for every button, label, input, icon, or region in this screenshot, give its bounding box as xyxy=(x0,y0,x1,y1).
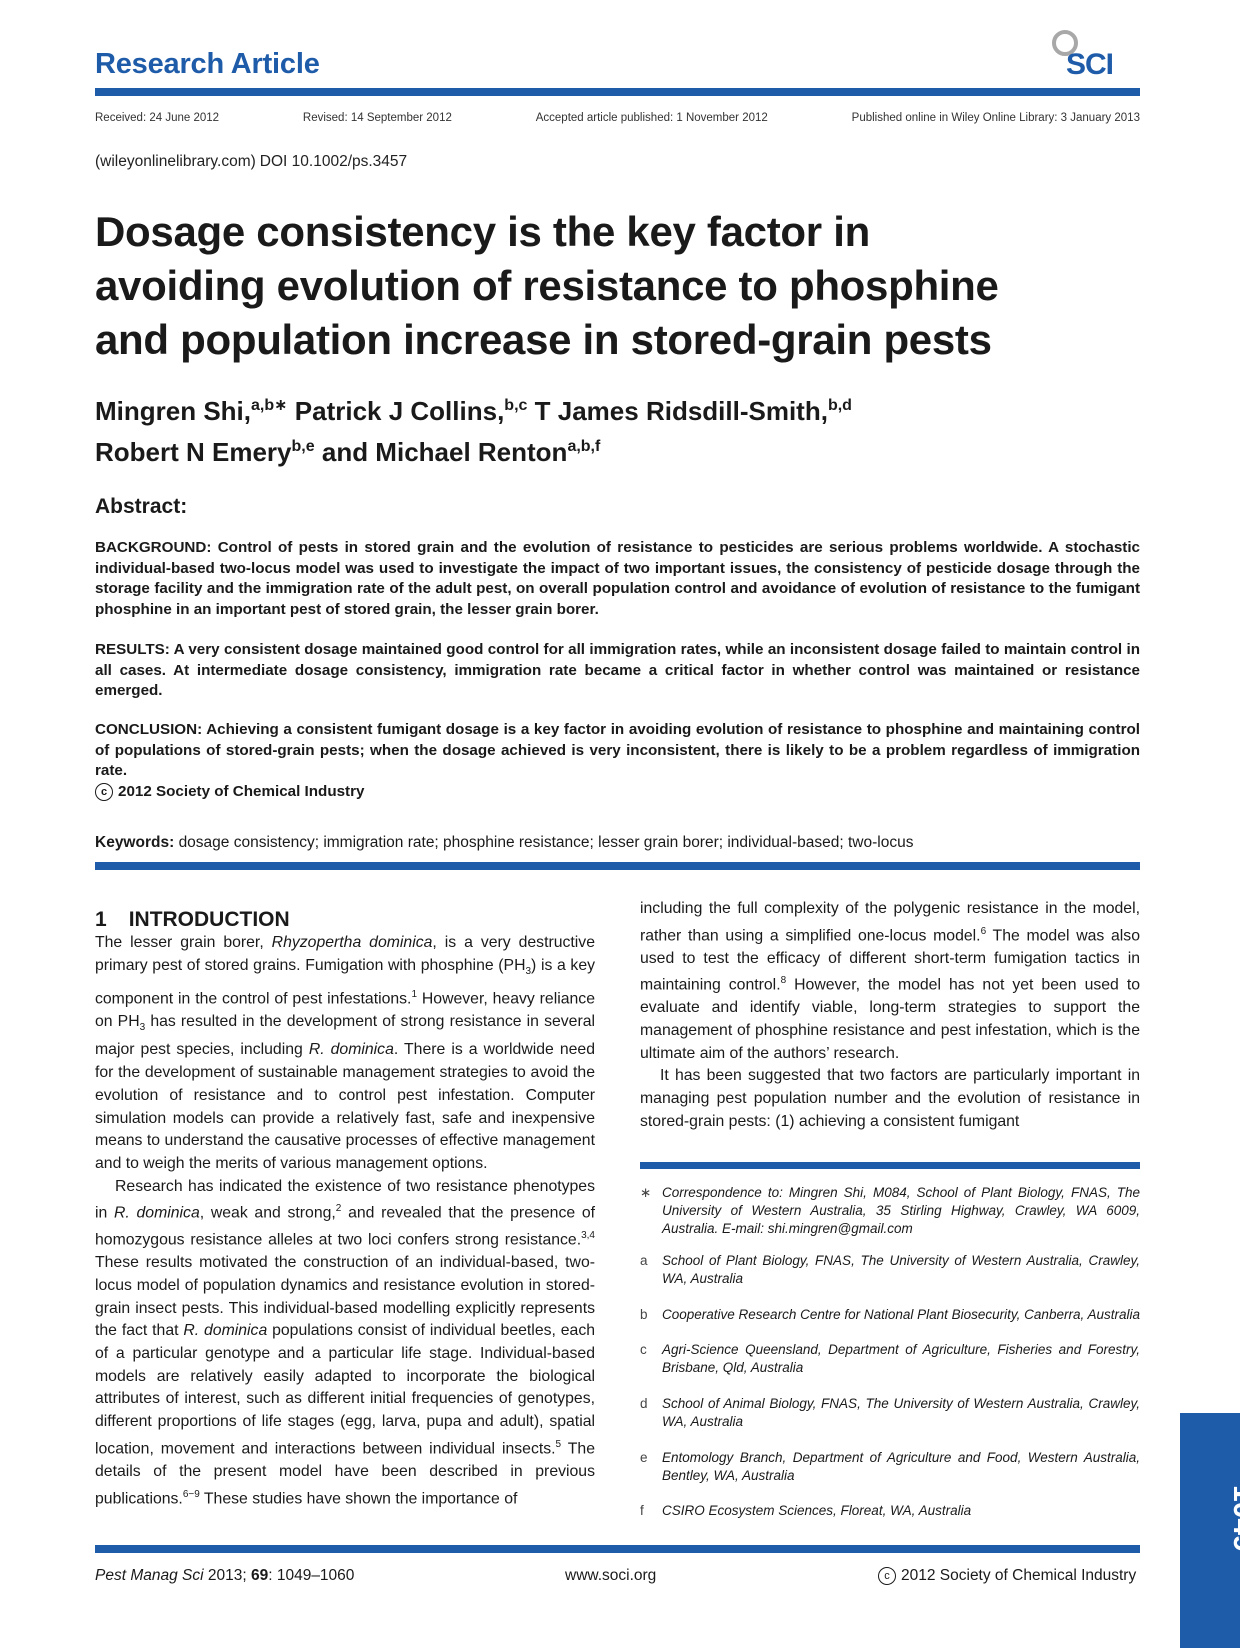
affiliation-notes xyxy=(640,1184,1140,1518)
keywords-list: dosage consistency; immigration rate; phosphine resistance; lesser grain borer; individual-based; two-locus xyxy=(178,834,914,851)
copyright-icon: c xyxy=(878,1567,896,1585)
intro-paragraph-2: Research has indicated the existence of two resistance phenotypes in R. dominica, weak and strong,$^2$ and revealed that the presence of homozygous resistance alleles at two loci confers strong resistance.$^{3,4}$ These results motivated the construction of an individual-based, two-locus model of population dynamics and resistance evolution in stored-grain insect pests. This individual-based modelling explicitly represents the fact that R. dominica populations consist of individual beetles, each of a particular genotype and a particular life stage. Individual-based models are relatively easily adapted to incorporate the biological attributes of interest, such as different initial frequencies of genotypes, different proportions of life stages (egg, larva, pupa and adult), spatial location, movement and interactions between individual insects.$^5$ The details of the present model have been described in previous publications.$^{6-9}$ These studies have shown the importance of xyxy=(95,1177,596,1507)
footer-copyright: c 2012 Society of Chemical Industry xyxy=(878,1567,1136,1585)
footer-citation: Pest Manag Sci 2013; 69: 1049–1060 xyxy=(95,1567,355,1584)
affiliation-note: b Cooperative Research Centre for National Plant Biosecurity, Canberra, Australia xyxy=(640,1307,1140,1322)
publication-dates xyxy=(95,112,1140,124)
sci-logo xyxy=(1052,30,1140,82)
copyright-icon: c xyxy=(95,783,113,801)
abstract-conclusion xyxy=(95,720,1140,802)
title-line: avoiding evolution of resistance to phosphine xyxy=(95,262,999,309)
affiliation-note: d School of Animal Biology, FNAS, The University of Western Australia, Crawley, WA, Australia xyxy=(640,1396,1140,1429)
logo-text: SCI xyxy=(1066,48,1114,81)
revised-date: Revised: 14 September 2012 xyxy=(302,112,452,124)
abstract-rule xyxy=(95,862,1140,870)
doi-line xyxy=(95,153,407,171)
author-affiliation: b,d xyxy=(827,397,852,414)
author-name: Patrick J Collins, xyxy=(294,396,505,426)
author-affiliation: a,b,f xyxy=(567,438,601,455)
page-number-wrap xyxy=(1194,1485,1260,1575)
abstract-background: BACKGROUND: Control of pests in stored grain and the evolution of resistance to pesticides are serious problems worldwide. A stochastic individual-based two-locus model was used to investigate the impact of two important issues, the consistency of pesticide dosage through the storage facility and the immigration rate of the adult pest, on overall population control and avoidance of evolution of resistance to the fumigant phosphine in an important pest of stored grain, the lesser grain borer. xyxy=(95,539,1140,618)
section-heading-introduction xyxy=(95,908,290,932)
affiliation-note: c Agri-Science Queensland, Department of Agriculture, Fisheries and Forestry, Brisbane, Qld, Australia xyxy=(640,1342,1140,1375)
page-number-tab xyxy=(1180,1413,1260,1648)
footer-website[interactable]: www.soci.org xyxy=(565,1567,657,1584)
author-name: Mingren Shi, xyxy=(95,396,251,426)
affiliation-note: f CSIRO Ecosystem Sciences, Floreat, WA, Australia xyxy=(640,1503,972,1518)
abstract-results: RESULTS: A very consistent dosage maintained good control for all immigration rates, while an inconsistent dosage failed to maintain control in all cases. At intermediate dosage consistency, immigration rate became a critical factor in whether control was maintained or resistance emerged. xyxy=(95,641,1140,699)
doi-link[interactable]: DOI 10.1002/ps.3457 xyxy=(259,153,408,170)
author-affiliation: b,c xyxy=(504,397,528,414)
footer-rule xyxy=(95,1545,1140,1553)
intro-paragraph-4: It has been suggested that two factors are particularly important in managing pest population number and the evolution of resistance in stored-grain pests: (1) achieving a consistent fumigant xyxy=(640,1067,1140,1130)
author-list xyxy=(95,388,1140,470)
abstract-copyright: 2012 Society of Chemical Industry xyxy=(118,782,365,800)
doi-source: (wileyonlinelibrary.com) xyxy=(95,153,256,170)
author-affiliation: a,b∗ xyxy=(251,397,288,414)
author-affiliation: b,e xyxy=(291,438,315,455)
intro-paragraph-1: The lesser grain borer, Rhyzopertha dominica, is a very destructive primary pest of stored grains. Fumigation with phosphine $(PH_3)$ is a key component in the control of pest infestations.$^1$ However, heavy reliance on $PH_3$ has resulted in the development of strong resistance in several major pest species, including R. dominica. There is a worldwide need for the development of sustainable management strategies to avoid the evolution of resistance and to control pest infestation. Computer simulation models can provide a relatively fast, safe and inexpensive means to understand the causative processes of effective management and to weigh the merits of various management options. xyxy=(95,934,596,1172)
title-line: and population increase in stored-grain pests xyxy=(95,316,992,363)
published-date: Published online in Wiley Online Library: 3 January 2013 xyxy=(851,112,1140,124)
left-column xyxy=(95,932,595,1511)
article-title xyxy=(95,205,1155,367)
journal-name: Pest Manag Sci xyxy=(95,1567,204,1584)
correspondence-note: ∗ Correspondence to: Mingren Shi, M084, School of Plant Biology, FNAS, The University of Western Australia, 35 Stirling Highway, Crawley, WA 6009, Australia. E-mail: shi.mingren@gmail.com xyxy=(640,1185,1140,1236)
page-number: 1049 xyxy=(1227,1485,1260,1552)
right-column xyxy=(640,898,1140,1134)
section-title: INTRODUCTION xyxy=(128,908,290,931)
author-name: T James Ridsdill-Smith, xyxy=(534,396,828,426)
notes-rule xyxy=(640,1162,1140,1169)
intro-paragraph-3: including the full complexity of the polygenic resistance in the model, rather than using a simplified one-locus model.$^6$ The model was also used to test the efficacy of different short-term fumigation tactics in maintaining control.$^8$ However, the model has not yet been used to evaluate and identify viable, long-term strategies to support the management of phosphine resistance and pest infestation, which is the ultimate aim of the authors’ research. xyxy=(640,900,1140,1062)
header-rule xyxy=(95,88,1140,96)
affiliation-note: a School of Plant Biology, FNAS, The University of Western Australia, Crawley, WA, Australia xyxy=(640,1253,1140,1286)
keywords-label: Keywords: xyxy=(95,834,175,851)
abstract-heading: Abstract: xyxy=(95,495,188,518)
volume: 69 xyxy=(250,1567,269,1584)
author-name: Robert N Emery xyxy=(95,437,292,467)
received-date: Received: 24 June 2012 xyxy=(95,112,220,124)
conclusion-text: CONCLUSION: Achieving a consistent fumigant dosage is a key factor in avoiding evolution of resistance to phosphine and maintaining control of populations of stored-grain pests; when the dosage achieved is very inconsistent, there is likely to be a problem regardless of immigration rate. xyxy=(95,721,1140,779)
section-label: Research Article xyxy=(95,48,320,80)
author-name: and Michael Renton xyxy=(321,437,568,467)
title-line: Dosage consistency is the key factor in xyxy=(95,208,870,255)
section-number: 1 xyxy=(95,908,107,931)
affiliation-note: e Entomology Branch, Department of Agriculture and Food, Western Australia, Bentley, WA, Australia xyxy=(640,1450,1140,1483)
accepted-date: Accepted article published: 1 November 2012 xyxy=(535,112,768,124)
keywords xyxy=(95,834,1140,852)
